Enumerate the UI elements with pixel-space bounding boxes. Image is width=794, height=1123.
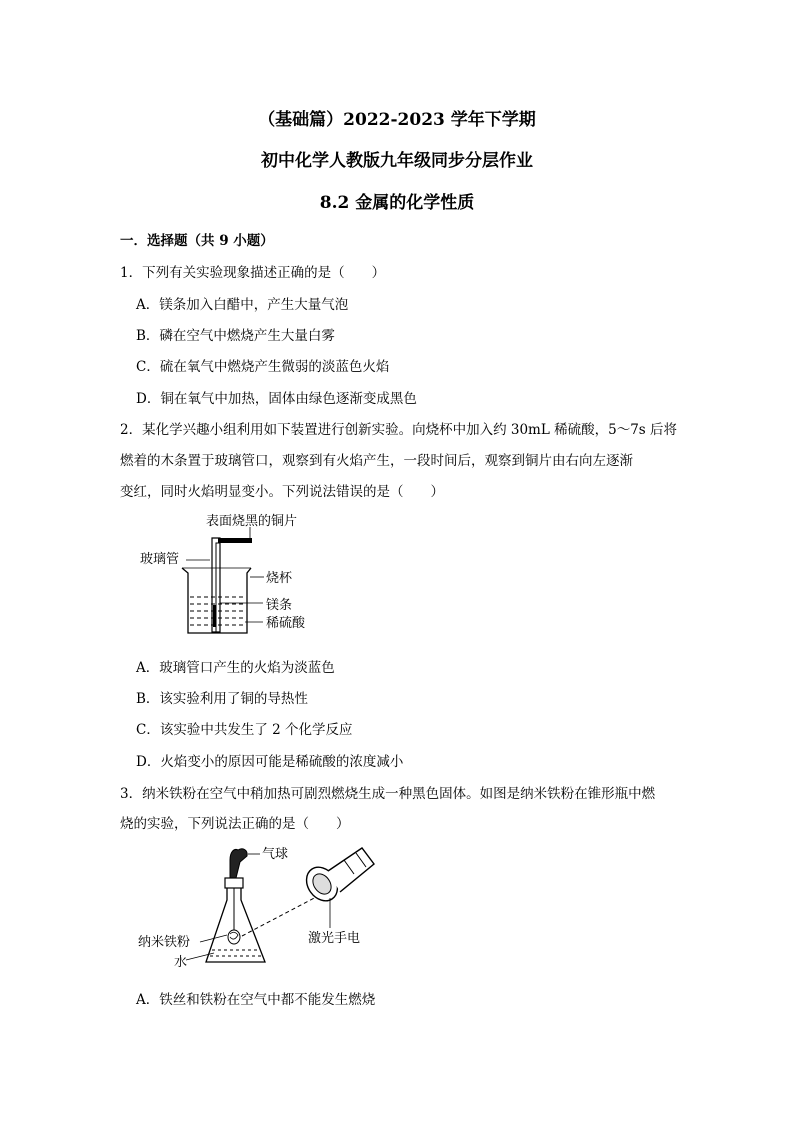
question-2-option-b: B．该实验利用了铜的导热性 <box>136 691 308 707</box>
label-nano-iron-powder: 纳米铁粉 <box>138 935 191 950</box>
label-water: 水 <box>174 955 188 970</box>
beaker-apparatus-figure <box>130 505 330 645</box>
balloon-icon <box>230 849 247 878</box>
question-2-stem-line-3: 变红，同时火焰明显变小。下列说法错误的是（ ） <box>120 484 444 500</box>
question-2-option-d: D．火焰变小的原因可能是稀硫酸的浓度减小 <box>136 754 404 770</box>
label-magnesium: 镁条 <box>266 598 293 613</box>
label-sulfuric-acid: 稀硫酸 <box>266 616 306 631</box>
label-laser-flashlight: 激光手电 <box>308 931 361 946</box>
question-1-option-c: C．硫在氧气中燃烧产生微弱的淡蓝色火焰 <box>136 359 390 375</box>
question-1-option-b: B．磷在空气中燃烧产生大量白雾 <box>136 328 335 344</box>
question-3-stem-line-1: 3．纳米铁粉在空气中稍加热可剧烈燃烧生成一种黑色固体。如图是纳米铁粉在锥形瓶中燃 <box>120 786 656 802</box>
question-3-option-a: A．铁丝和铁粉在空气中都不能发生燃烧 <box>136 992 376 1008</box>
label-balloon: 气球 <box>262 847 289 862</box>
title-line-2: 初中化学人教版九年级同步分层作业 <box>261 151 533 171</box>
flask-apparatus-figure <box>130 838 390 978</box>
question-1-option-a: A．镁条加入白醋中，产生大量气泡 <box>136 297 349 313</box>
question-3-stem-line-2: 烧的实验，下列说法正确的是（ ） <box>120 816 350 832</box>
section-heading: 一．选择题（共 9 小题） <box>120 233 274 249</box>
water <box>210 950 262 956</box>
question-2-option-c: C．该实验中共发生了 2 个化学反应 <box>136 722 353 738</box>
stopper <box>225 878 243 888</box>
question-2-stem-line-2: 燃着的木条置于玻璃管口，观察到有火焰产生，一段时间后，观察到铜片由右向左逐渐 <box>120 453 633 469</box>
question-1-option-d: D．铜在氧气中加热，固体由绿色逐渐变成黑色 <box>136 391 417 407</box>
title-line-1: （基础篇）2022-2023 学年下学期 <box>258 110 536 130</box>
acid-liquid <box>190 597 245 625</box>
question-2-option-a: A．玻璃管口产生的火焰为淡蓝色 <box>136 660 335 676</box>
laser-beam <box>242 896 318 936</box>
label-glass-tube: 玻璃管 <box>140 552 180 567</box>
copper-strip <box>218 538 252 543</box>
question-2-stem-line-1: 2．某化学兴趣小组利用如下装置进行创新实验。向烧杯中加入约 30mL 稀硫酸，5～7s 后将 <box>120 422 678 438</box>
label-beaker: 烧杯 <box>266 571 293 586</box>
magnesium-strip <box>213 605 216 627</box>
label-copper-sheet: 表面烧黑的铜片 <box>206 514 298 529</box>
question-1-stem: 1．下列有关实验现象描述正确的是（ ） <box>120 265 386 281</box>
conical-flask <box>206 888 265 962</box>
laser-flashlight-icon <box>300 848 374 907</box>
title-line-3: 8.2 金属的化学性质 <box>319 193 475 213</box>
